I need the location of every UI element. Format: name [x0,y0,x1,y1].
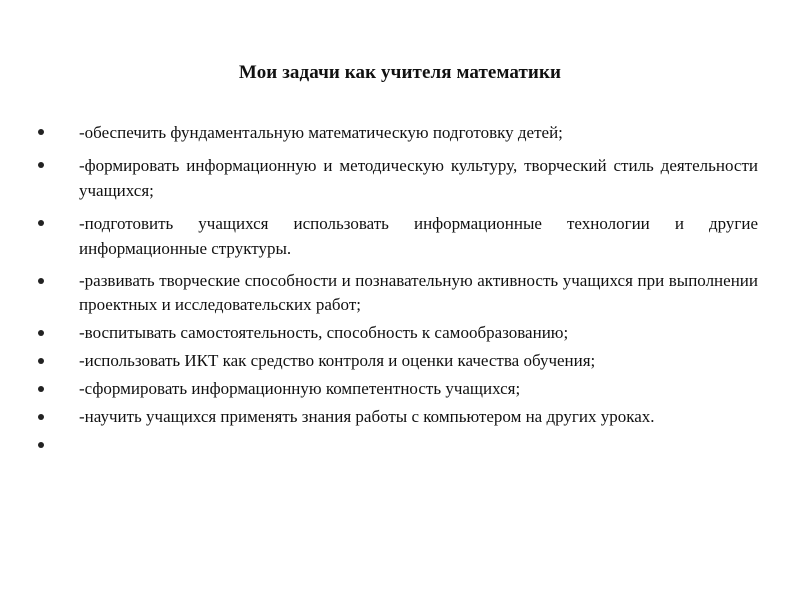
slide-title: Мои задачи как учителя математики [238,62,562,83]
bullet-icon [38,162,44,168]
list-item [38,269,758,317]
list-item-text: -подготовить учащихся использовать информационные технологии и другие информационные структуры. [79,214,758,258]
list-item [38,211,758,261]
list-item [38,120,758,145]
list-item [38,377,758,401]
bullet-icon [38,330,44,336]
list-item-text: -использовать ИКТ как средство контроля и оценки качества обучения; [79,351,596,370]
list-item [38,433,758,458]
list-item [38,405,758,429]
list-item-text: -развивать творческие способности и познавательную активность учащихся при выполнении проектных и исследовательских работ; [79,271,758,314]
bullet-icon [38,414,44,420]
list-item-text: -формировать информационную и методическую культуру, творческий стиль деятельности учащихся; [79,156,758,200]
list-item [38,349,758,373]
list-item [38,321,758,345]
bullet-icon [38,442,44,448]
bullet-icon [38,278,44,284]
list-item-text: -научить учащихся применять знания работы с компьютером на других уроках. [79,407,655,426]
bullet-icon [38,129,44,135]
task-list [38,120,758,466]
bullet-icon [38,220,44,226]
list-item-text: -воспитывать самостоятельность, способность к самообразованию; [79,323,569,342]
list-item-text: -сформировать информационную компетентность учащихся; [79,379,521,398]
list-item [38,153,758,203]
list-item-text: -обеспечить фундаментальную математическую подготовку детей; [79,123,563,142]
bullet-icon [38,358,44,364]
bullet-icon [38,386,44,392]
